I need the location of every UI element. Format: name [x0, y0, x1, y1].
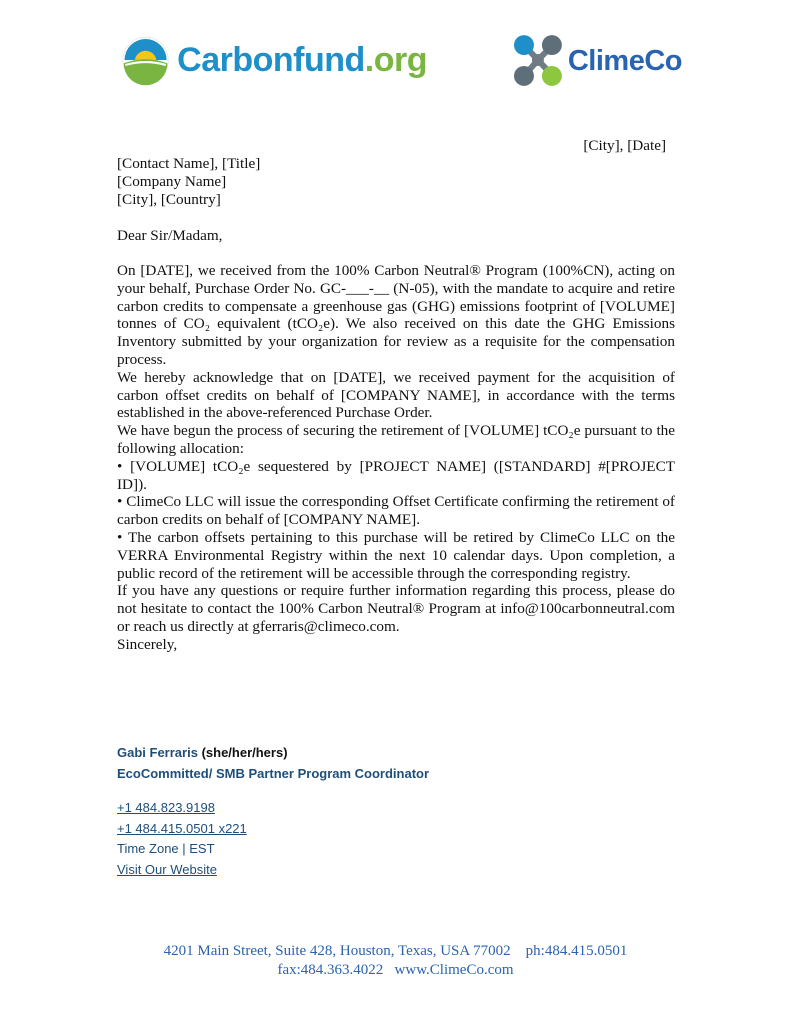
- website-link[interactable]: Visit Our Website: [117, 861, 217, 877]
- footer-contact-line: fax:484.363.4022 www.ClimeCo.com: [277, 962, 514, 978]
- timezone-text: Time Zone | EST: [117, 841, 215, 856]
- footer-address-line: 4201 Main Street, Suite 428, Houston, Texas, USA 77002 ph:484.415.0501: [163, 943, 628, 959]
- address-line: [Company Name]: [117, 172, 227, 190]
- phone-link-primary[interactable]: +1 484.823.9198: [117, 800, 215, 815]
- body-paragraph: On [DATE], we received from the 100% Carbon Neutral® Program (100%CN), acting on your behalf, Purchase Order No. GC-___-__ (N-05), with the mandate to acquire and retire carbon credits to compensate a greenhouse gas (GHG) emissions footprint of [VOLUME] tonnes of CO₂ equivalent (tCO₂e). We also received on this date the GHG Emissions Inventory submitted by your organization for review as a requisite for the compensation process.: [117, 262, 675, 368]
- phone-link-office[interactable]: +1 484.415.0501 x221: [117, 820, 247, 836]
- climeco-logo: [512, 32, 682, 90]
- signature-name-line: [117, 745, 288, 760]
- body-paragraph: We hereby acknowledge that on [DATE], we received payment for the acquisition of carbon offset credits on behalf of [COMPANY NAME], in accordance with the terms established in the above-referenced Purchase Order.: [117, 368, 675, 422]
- signature-contact: [117, 798, 247, 880]
- body-paragraph: If you have any questions or require further information regarding this process, please do not hesitate to contact the 100% Carbon Neutral® Program at info@100carbonneutral.com or reach us directly at gferraris@climeco.com.: [117, 582, 675, 635]
- greeting: Dear Sir/Madam,: [117, 227, 223, 244]
- letter-body: [117, 262, 675, 654]
- address-line: [City], [Country]: [117, 190, 221, 208]
- carbonfund-emblem-icon: [122, 32, 169, 88]
- body-paragraph: We have begun the process of securing the retirement of [VOLUME] tCO₂e pursuant to the following allocation:: [117, 422, 675, 457]
- recipient-address: [117, 155, 675, 208]
- letterhead-footer: [0, 942, 791, 980]
- signature-role: EcoCommitted/ SMB Partner Program Coordinator: [117, 766, 430, 781]
- allocation-bullet: • [VOLUME] tCO₂e sequestered by [PROJECT NAME] ([STANDARD] #[PROJECT ID]).: [117, 457, 675, 493]
- closing: Sincerely,: [117, 635, 178, 653]
- letter-date-line: [City], [Date]: [583, 137, 666, 154]
- carbonfund-wordmark: Carbonfund.org: [177, 41, 427, 79]
- signature-pronouns: (she/her/hers): [201, 745, 288, 760]
- climeco-wordmark: ClimeCo: [567, 44, 682, 77]
- address-line: [Contact Name], [Title]: [117, 155, 261, 172]
- allocation-bullet: • The carbon offsets pertaining to this purchase will be retired by ClimeCo LLC on the VERRA Environmental Registry within the next 10 calendar days. Upon completion, a public record of the retirement will be accessible through the corresponding registry.: [117, 528, 675, 582]
- allocation-bullet: • ClimeCo LLC will issue the corresponding Offset Certificate confirming the retirement of carbon credits on behalf of [COMPANY NAME].: [117, 493, 675, 529]
- climeco-molecule-icon: [512, 33, 564, 89]
- carbonfund-logo: [122, 31, 427, 89]
- signature-name: Gabi Ferraris: [117, 745, 198, 760]
